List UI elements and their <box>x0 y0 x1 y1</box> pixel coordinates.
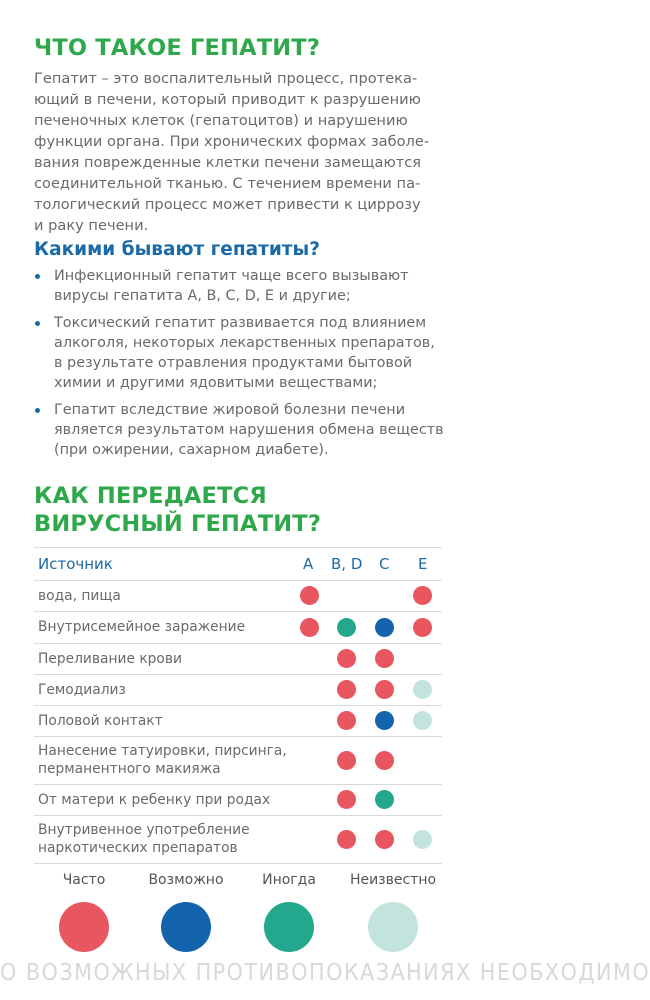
legend-item-possible <box>131 872 241 952</box>
frequency-dot-sometimes <box>375 790 394 809</box>
bullet-icon <box>35 321 40 326</box>
table-row <box>34 737 442 785</box>
frequency-dot-unknown <box>413 680 432 699</box>
header-e: E <box>418 555 428 573</box>
row-label: вода, пища <box>38 588 121 604</box>
header-c: C <box>379 555 390 573</box>
title-line: ВИРУСНЫЙ ГЕПАТИТ? <box>34 511 322 537</box>
legend-swatch <box>264 902 314 952</box>
table-row <box>34 816 442 864</box>
table-row <box>34 675 442 706</box>
list-item: Гепатит вследствие жировой болезни печени является результатом нарушения обмена веществ (при ожирении, сахарном диабете). <box>34 400 446 460</box>
paragraph-line: тологический процесс может привести к циррозу <box>34 196 421 213</box>
frequency-dot-sometimes <box>337 618 356 637</box>
legend-label: Иногда <box>262 872 316 888</box>
frequency-dot-often <box>375 830 394 849</box>
paragraph-line: печеночных клеток (гепатоцитов) и нарушению <box>34 112 408 129</box>
frequency-dot-often <box>375 649 394 668</box>
frequency-dot-often <box>337 790 356 809</box>
legend-swatch <box>368 902 418 952</box>
title-line: КАК ПЕРЕДАЕТСЯ <box>34 483 267 509</box>
frequency-dot-often <box>337 751 356 770</box>
paragraph-line: функции органа. При хронических формах заболе- <box>34 133 430 150</box>
section-title-transmission <box>34 482 321 538</box>
legend-item-unknown <box>338 872 448 952</box>
paragraph-line: и раку печени. <box>34 217 149 234</box>
row-label: Внутривенное употребление наркотических препаратов <box>38 822 250 856</box>
header-bd: B, D <box>331 555 363 573</box>
frequency-dot-unknown <box>413 711 432 730</box>
row-label: Половой контакт <box>38 713 163 729</box>
table-header <box>34 547 442 581</box>
row-label: Внутрисемейное заражение <box>38 619 246 635</box>
legend-label: Часто <box>62 872 106 888</box>
legend-item-sometimes <box>234 872 344 952</box>
paragraph-line: вания поврежденные клетки печени замещаются <box>34 154 422 171</box>
frequency-dot-often <box>337 649 356 668</box>
frequency-dot-often <box>300 586 319 605</box>
row-label: От матери к ребенку при родах <box>38 792 271 808</box>
legend-swatch <box>161 902 211 952</box>
table-body <box>34 581 442 864</box>
table-row <box>34 785 442 816</box>
hepatitis-types-list <box>34 266 446 467</box>
paragraph-line: Гепатит – это воспалительный процесс, протека- <box>34 70 418 87</box>
header-source: Источник <box>38 555 113 573</box>
frequency-dot-possible <box>375 711 394 730</box>
frequency-dot-often <box>413 586 432 605</box>
header-a: A <box>303 555 314 573</box>
list-item: Токсический гепатит развивается под влиянием алкоголя, некоторых лекарственных препаратов, в результате отравления продуктами бытовой химии и другими ядовитыми веществами; <box>34 313 446 393</box>
frequency-dot-often <box>337 830 356 849</box>
table-row <box>34 581 442 612</box>
table-row <box>34 612 442 644</box>
paragraph-line: ющий в печени, который приводит к разрушению <box>34 91 421 108</box>
table-row <box>34 706 442 737</box>
frequency-dot-unknown <box>413 830 432 849</box>
legend-swatch <box>59 902 109 952</box>
footer-text: О ВОЗМОЖНЫХ ПРОТИВОПОКАЗАНИЯХ НЕОБХОДИМО <box>0 960 650 986</box>
row-label: Нанесение татуировки, пирсинга, перманентного макияжа <box>38 743 287 777</box>
frequency-dot-possible <box>375 618 394 637</box>
bullet-icon <box>35 408 40 413</box>
frequency-dot-often <box>375 751 394 770</box>
frequency-dot-often <box>375 680 394 699</box>
legend-label: Возможно <box>148 872 224 888</box>
section-subtitle-types: Какими бывают гепатиты? <box>34 239 320 260</box>
transmission-table <box>34 547 442 864</box>
frequency-dot-often <box>413 618 432 637</box>
bullet-icon <box>35 274 40 279</box>
row-label: Переливание крови <box>38 651 182 667</box>
frequency-dot-often <box>300 618 319 637</box>
row-label: Гемодиализ <box>38 682 126 698</box>
hepatitis-definition-paragraph <box>34 68 442 236</box>
paragraph-line: соединительной тканью. С течением времени па- <box>34 175 421 192</box>
frequency-dot-often <box>337 680 356 699</box>
section-title-what-is-hepatitis: ЧТО ТАКОЕ ГЕПАТИТ? <box>34 35 321 61</box>
legend-item-often <box>29 872 139 952</box>
table-row <box>34 644 442 675</box>
list-item: Инфекционный гепатит чаще всего вызывают вирусы гепатита A, B, C, D, E и другие; <box>34 266 446 306</box>
frequency-dot-often <box>337 711 356 730</box>
legend-label: Неизвестно <box>349 872 437 888</box>
